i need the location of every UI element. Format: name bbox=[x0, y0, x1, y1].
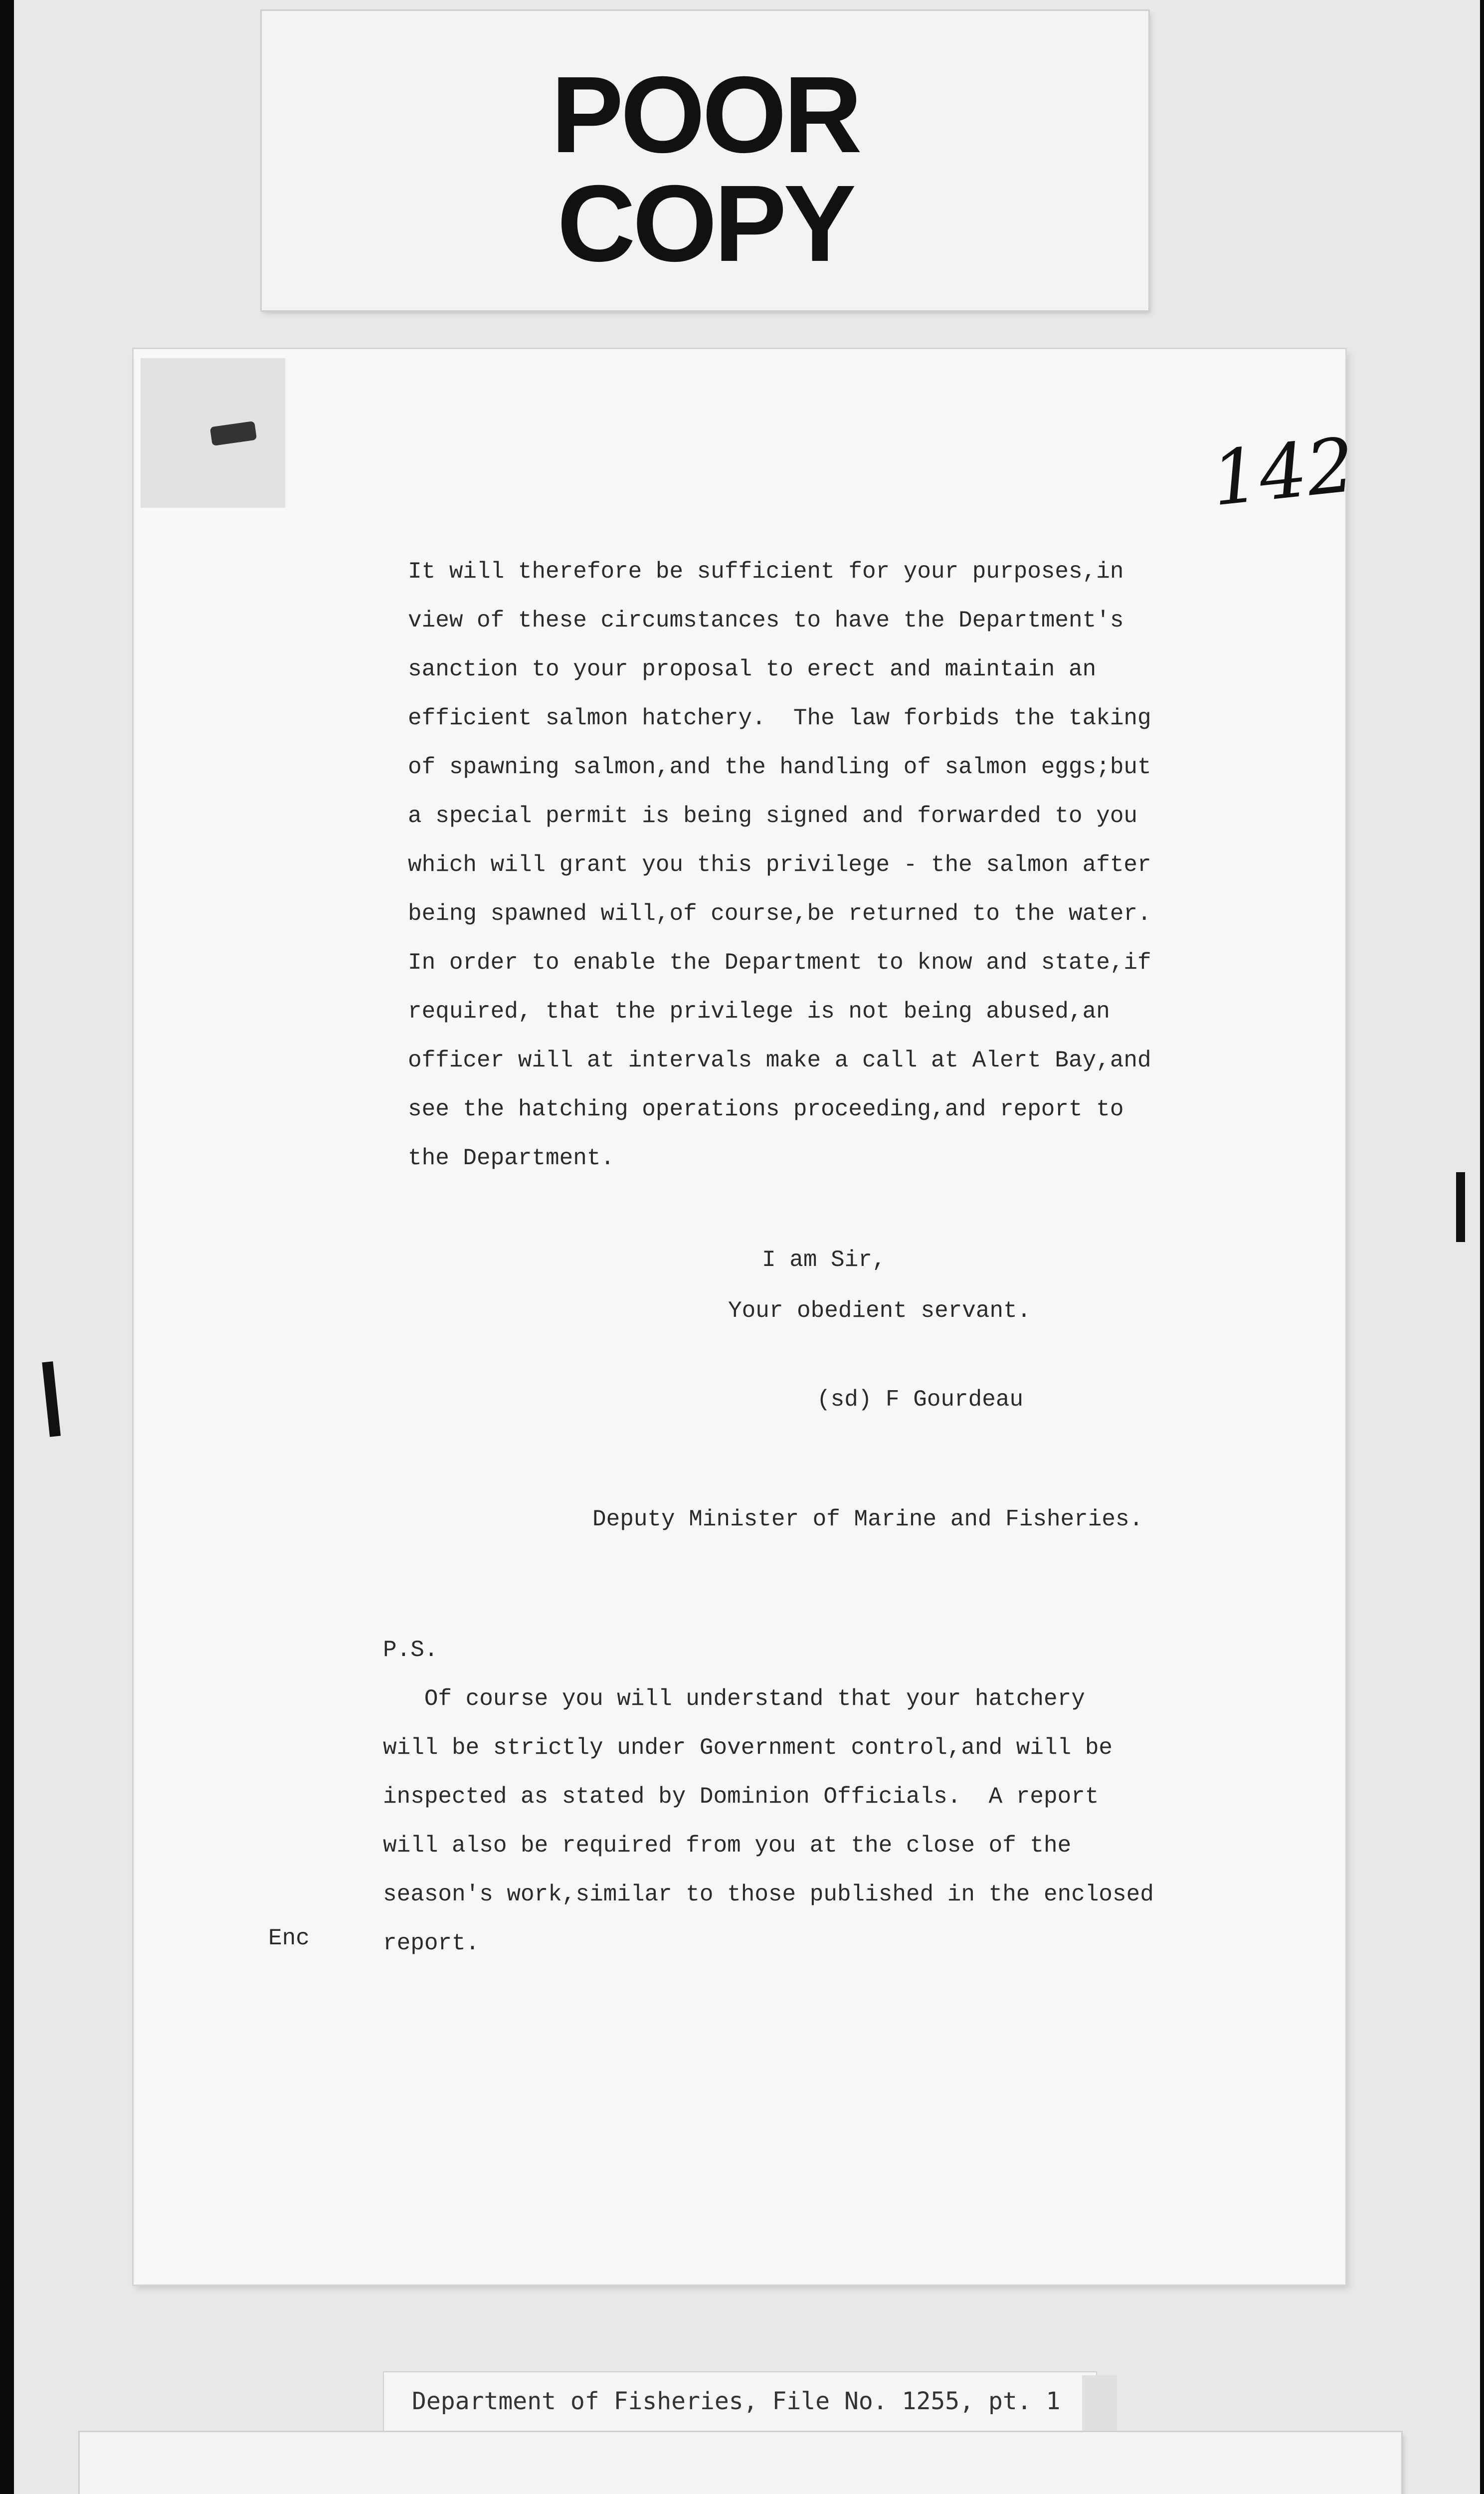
signatory-title: Deputy Minister of Marine and Fisheries. bbox=[592, 1506, 1143, 1532]
public-archives-card bbox=[80, 2432, 1401, 2494]
postscript-line: Of course you will understand that your hatchery bbox=[383, 1686, 1085, 1712]
paragraph-line: which will grant you this privilege - the salmon after bbox=[408, 852, 1151, 878]
postscript-line: inspected as stated by Dominion Officials. A report bbox=[383, 1784, 1099, 1810]
paragraph-line: view of these circumstances to have the Department's bbox=[408, 608, 1124, 633]
salutation: I am Sir, bbox=[762, 1247, 886, 1273]
postscript-line: report. bbox=[383, 1930, 480, 1956]
file-reference-text: Department of Fisheries, File No. 1255, pt. 1 bbox=[412, 2387, 1061, 2415]
postscript-line: will be strictly under Government control,and will be bbox=[383, 1735, 1113, 1761]
letter-page bbox=[134, 349, 1359, 2285]
paragraph-line: In order to enable the Department to know and state,if bbox=[408, 950, 1151, 976]
poor-copy-label bbox=[262, 54, 1148, 284]
strip-tab bbox=[1082, 2375, 1117, 2435]
folio-number: 142 bbox=[1207, 421, 1359, 523]
paragraph-line: officer will at intervals make a call at Alert Bay,and bbox=[408, 1047, 1151, 1073]
paragraph-line: the Department. bbox=[408, 1145, 615, 1171]
paragraph-line: see the hatching operations proceeding,and report to bbox=[408, 1096, 1124, 1122]
paragraph-line: efficient salmon hatchery. The law forbids the taking bbox=[408, 705, 1151, 731]
paragraph-line: a special permit is being signed and forwarded to you bbox=[408, 803, 1138, 829]
poor-copy-card bbox=[262, 11, 1148, 310]
margin-mark bbox=[1456, 1172, 1465, 1242]
paragraph-line: of spawning salmon,and the handling of salmon eggs;but bbox=[408, 754, 1151, 780]
paragraph-line: It will therefore be sufficient for your purposes,in bbox=[408, 559, 1124, 585]
postscript-line: will also be required from you at the close of the bbox=[383, 1833, 1072, 1859]
paragraph-line: required, that the privilege is not being abused,an bbox=[408, 999, 1110, 1025]
valediction: Your obedient servant. bbox=[728, 1298, 1031, 1324]
signature: (sd) F Gourdeau bbox=[817, 1387, 1024, 1413]
paragraph-line: sanction to your proposal to erect and maintain an bbox=[408, 656, 1097, 682]
postscript-line: season's work,similar to those published in the enclosed bbox=[383, 1881, 1154, 1907]
enclosure-label: Enc bbox=[268, 1925, 310, 1951]
postscript-label: P.S. bbox=[383, 1637, 438, 1663]
poor-copy-line-2: COPY bbox=[557, 163, 853, 284]
file-reference-strip bbox=[384, 2372, 1096, 2432]
paragraph-line: being spawned will,of course,be returned to the water. bbox=[408, 901, 1151, 927]
poor-copy-line-1: POOR bbox=[551, 54, 859, 176]
